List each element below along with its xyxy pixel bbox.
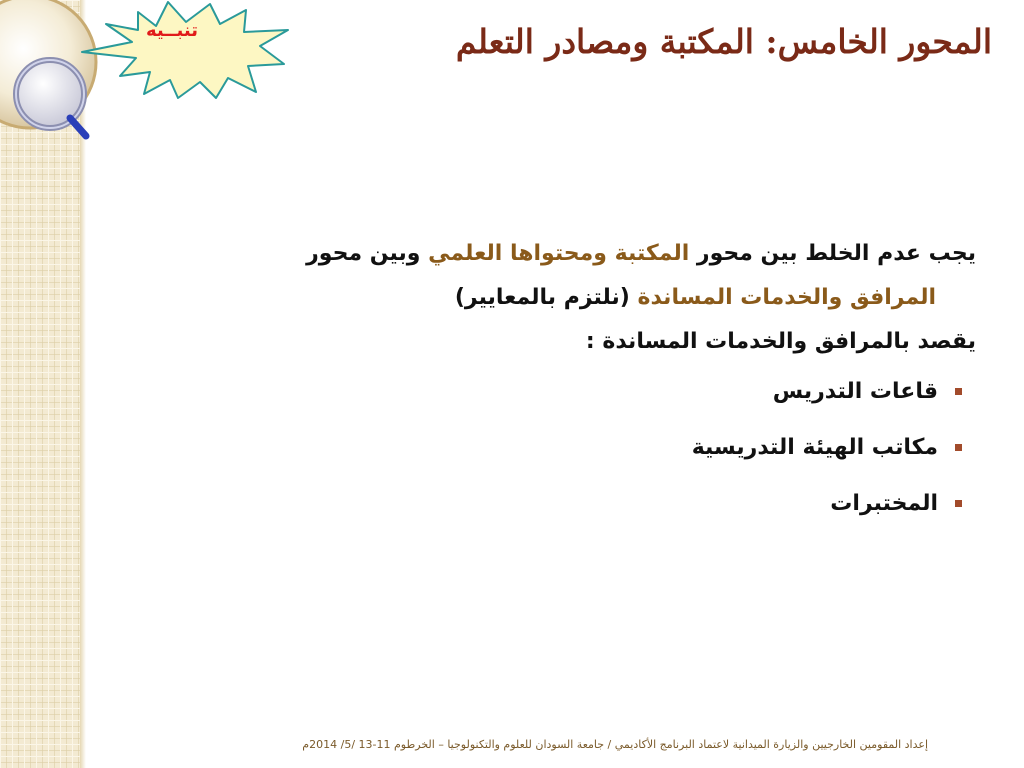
square-bullet-icon [955,500,962,507]
highlight-facilities: المرافق والخدمات المساندة [637,285,936,310]
bullet-text: المختبرات [830,491,938,516]
footer-note: إعداد المقومين الخارجيين والزيارة الميدانية لاعتماد البرنامج الأكاديمي / جامعة السودان للعلوم والتكنولوجيا – الخرطوم 11-13 /5/ 2014م [302,738,928,751]
bullet-text: مكاتب الهيئة التدريسية [691,435,938,460]
highlight-library: المكتبة ومحتواها العلمي [428,241,690,266]
paragraph-1-line-2 [156,276,976,320]
starburst-shape [70,0,300,100]
paragraph-1-text-1: يجب عدم الخلط بين محور [689,241,976,266]
square-bullet-icon [955,388,962,395]
bullet-item [156,426,976,470]
burst-label: تنبــيه [145,20,199,41]
bullet-item [156,370,976,414]
bullet-text: قاعات التدريس [772,379,938,404]
page-title: المحور الخامس: المكتبة ومصادر التعلم [455,22,992,61]
paragraph-1-text-2: وبين محور [306,241,429,266]
square-bullet-icon [955,444,962,451]
bullet-list [156,370,976,526]
bullet-item [156,482,976,526]
paragraph-1 [156,232,976,320]
content-body [156,232,976,538]
paragraph-2: يقصد بالمرافق والخدمات المساندة : [585,329,976,354]
paragraph-1-text-3: (نلتزم بالمعايير) [454,285,638,310]
